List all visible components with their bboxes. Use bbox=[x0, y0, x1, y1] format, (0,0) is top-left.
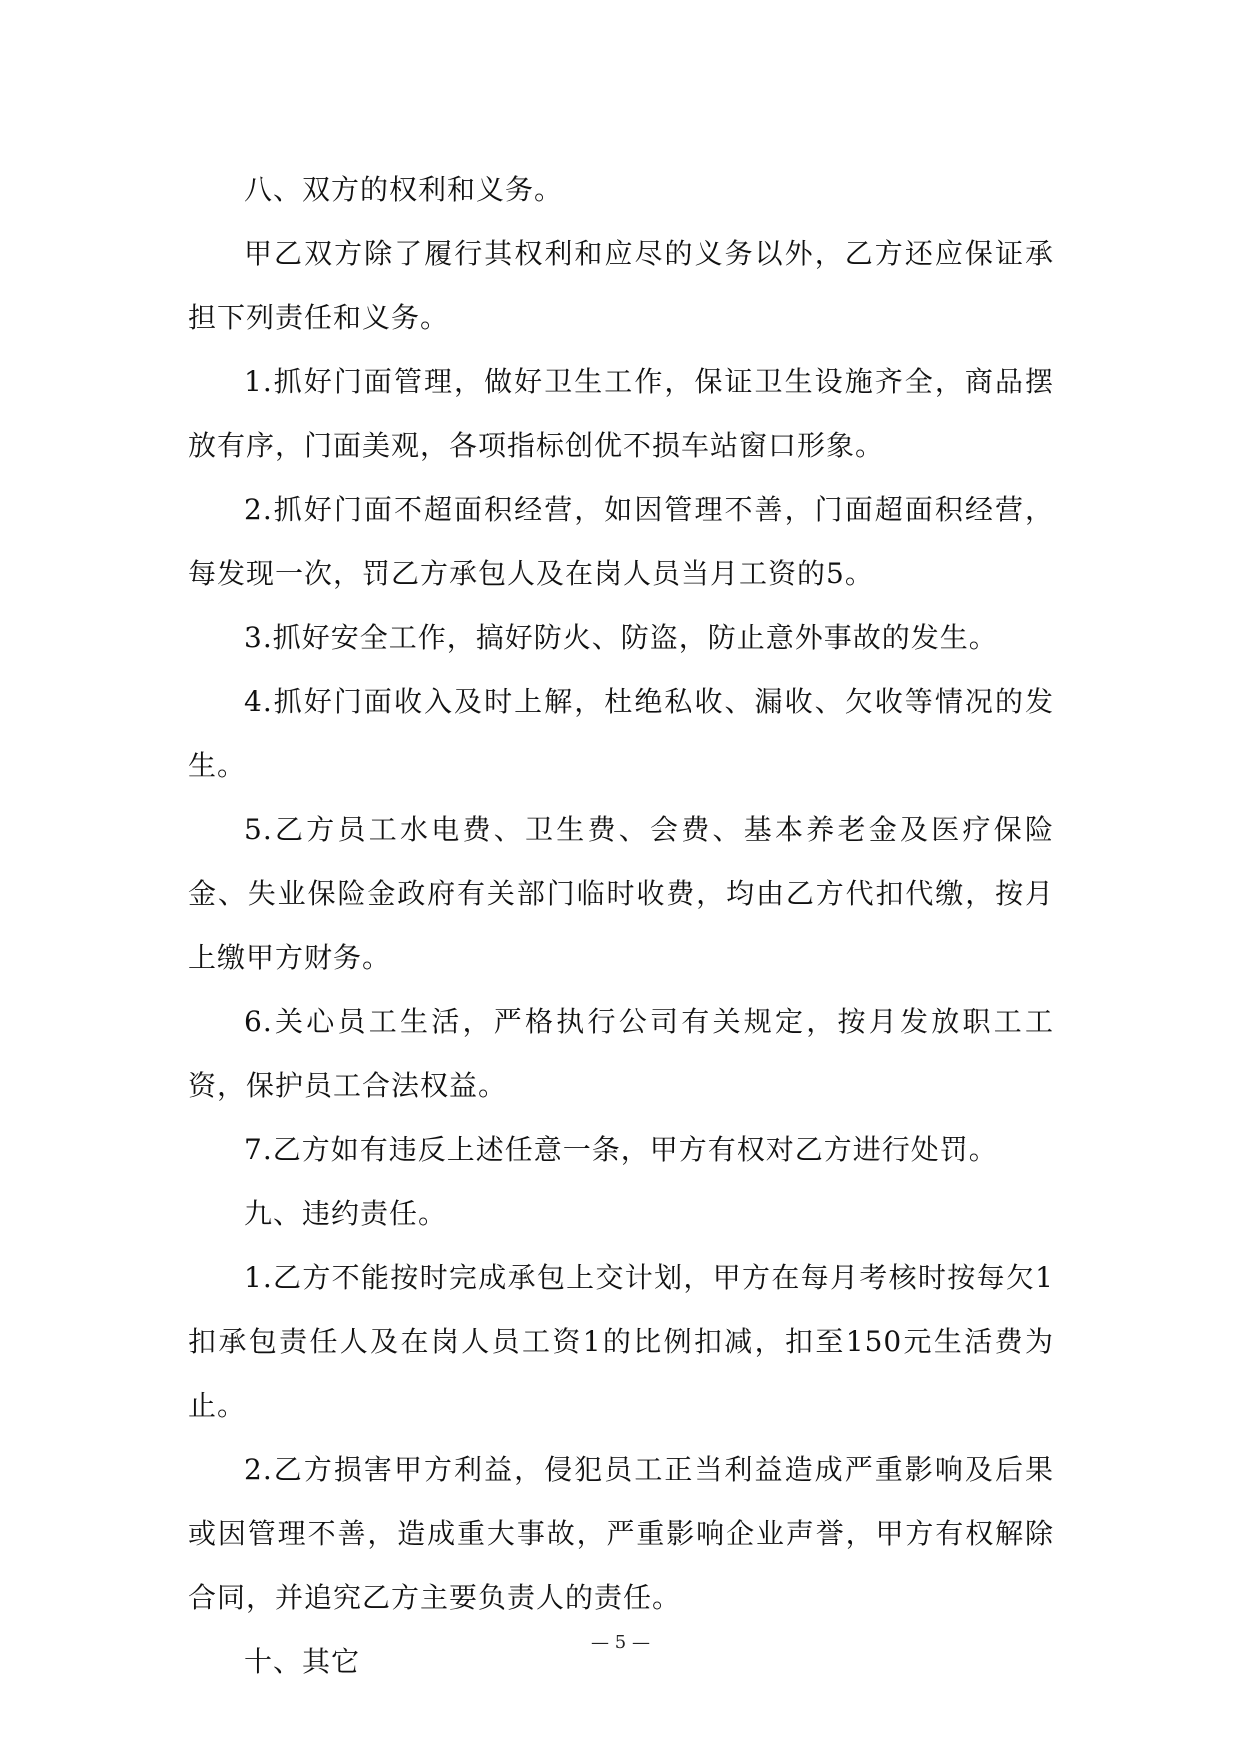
list-item: 7.乙方如有违反上述任意一条，甲方有权对乙方进行处罚。 bbox=[244, 1133, 998, 1166]
list-item: 2.乙方损害甲方利益，侵犯员工正当利益造成严重影响及后果或因管理不善，造成重大事故，严重影响企业声誉，甲方有权解除合同，并追究乙方主要负责人的责任。 bbox=[188, 1453, 1054, 1614]
list-item: 2.抓好门面不超面积经营，如因管理不善，门面超面积经营，每发现一次，罚乙方承包人及在岗人员当月工资的5。 bbox=[188, 493, 1054, 590]
list-item: 1.乙方不能按时完成承包上交计划，甲方在每月考核时按每欠1扣承包责任人及在岗人员工资1的比例扣减，扣至150元生活费为止。 bbox=[188, 1261, 1054, 1422]
document-body bbox=[188, 158, 1054, 1694]
list-item: 5.乙方员工水电费、卫生费、会费、基本养老金及医疗保险金、失业保险金政府有关部门临时收费，均由乙方代扣代缴，按月上缴甲方财务。 bbox=[188, 813, 1054, 974]
list-item: 4.抓好门面收入及时上解，杜绝私收、漏收、欠收等情况的发生。 bbox=[188, 685, 1054, 782]
section-heading-rights-obligations: 八、双方的权利和义务。 bbox=[244, 173, 564, 206]
list-item: 6.关心员工生活，严格执行公司有关规定，按月发放职工工资，保护员工合法权益。 bbox=[188, 1005, 1054, 1102]
list-item: 3.抓好安全工作，搞好防火、防盗，防止意外事故的发生。 bbox=[244, 621, 998, 654]
section-heading-breach-liability: 九、违约责任。 bbox=[244, 1197, 448, 1230]
list-item: 1.抓好门面管理，做好卫生工作，保证卫生设施齐全，商品摆放有序，门面美观，各项指标创优不损车站窗口形象。 bbox=[188, 365, 1054, 462]
page-number: — 5 — bbox=[591, 1632, 650, 1653]
paragraph: 甲乙双方除了履行其权利和应尽的义务以外，乙方还应保证承担下列责任和义务。 bbox=[188, 237, 1054, 334]
section-heading-other: 十、其它 bbox=[244, 1645, 361, 1678]
